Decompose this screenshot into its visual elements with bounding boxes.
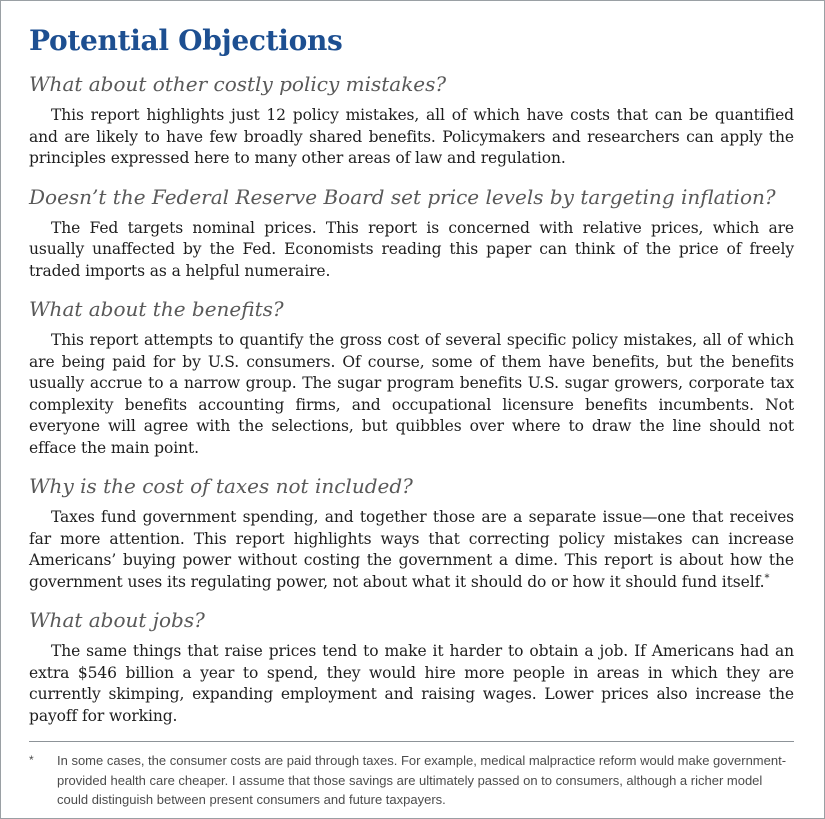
paragraph-text: Taxes fund government spending, and together those are a separate issue—one that receives far more attention. This report highlights ways that correcting policy mistakes can increase Americans’ buying power without costing the government a dime. This report is about how the government uses its regulating power, not about what it should do or how it should fund itself. bbox=[29, 508, 794, 591]
section-paragraph bbox=[29, 105, 794, 170]
paragraph-text: This report attempts to quantify the gross cost of several specific policy mistakes, all of which are being paid for by U.S. consumers. Of course, some of them have benefits, but the benefits usually accrue to a narrow group. The sugar program benefits U.S. sugar growers, corporate tax complexity benefits accounting firms, and occupational licensure benefits incumbents. Not everyone will agree with the selections, but quibbles over where to draw the line should not efface the main point. bbox=[29, 331, 794, 457]
section-benefits bbox=[29, 297, 794, 459]
section-heading: Doesn’t the Federal Reserve Board set price levels by targeting inflation? bbox=[29, 184, 776, 209]
footnote bbox=[29, 741, 794, 810]
section-heading: Why is the cost of taxes not included? bbox=[29, 474, 413, 499]
footnote-text: In some cases, the consumer costs are paid through taxes. For example, medical malpractice reform would make government-provided health care cheaper. I assume that those savings are ultimately passed on to consumers, although a richer model could distinguish between present consumers and future taxpayers. bbox=[57, 753, 787, 808]
section-cost-of-taxes bbox=[29, 474, 794, 593]
section-paragraph bbox=[29, 641, 794, 727]
footnote-row bbox=[29, 751, 794, 810]
footnote-marker: * bbox=[29, 753, 34, 768]
paragraph-text: The same things that raise prices tend to make it harder to obtain a job. If Americans had an extra $546 billion a year to spend, they would hire more people in areas in which they are currently skimping, expanding employment and raising wages. Lower prices also increase the payoff for working. bbox=[29, 642, 794, 725]
footnote-reference: * bbox=[764, 572, 770, 584]
section-paragraph bbox=[29, 507, 794, 593]
section-heading: What about the benefits? bbox=[29, 297, 284, 322]
paragraph-text: The Fed targets nominal prices. This report is concerned with relative prices, which are usually unaffected by the Fed. Economists reading this paper can think of the price of freely traded imports as a helpful numeraire. bbox=[29, 218, 794, 280]
page-title: Potential Objections bbox=[29, 24, 343, 57]
section-jobs bbox=[29, 608, 794, 727]
section-other-policy-mistakes bbox=[29, 72, 794, 170]
section-federal-reserve bbox=[29, 185, 794, 283]
section-heading: What about jobs? bbox=[29, 608, 205, 633]
section-paragraph bbox=[29, 218, 794, 283]
section-paragraph bbox=[29, 330, 794, 459]
paragraph-text: This report highlights just 12 policy mistakes, all of which have costs that can be quantified and are likely to have few broadly shared benefits. Policymakers and researchers can apply the principles expressed here to many other areas of law and regulation. bbox=[29, 106, 794, 168]
footnote-divider bbox=[29, 741, 794, 742]
section-heading: What about other costly policy mistakes? bbox=[29, 72, 447, 97]
